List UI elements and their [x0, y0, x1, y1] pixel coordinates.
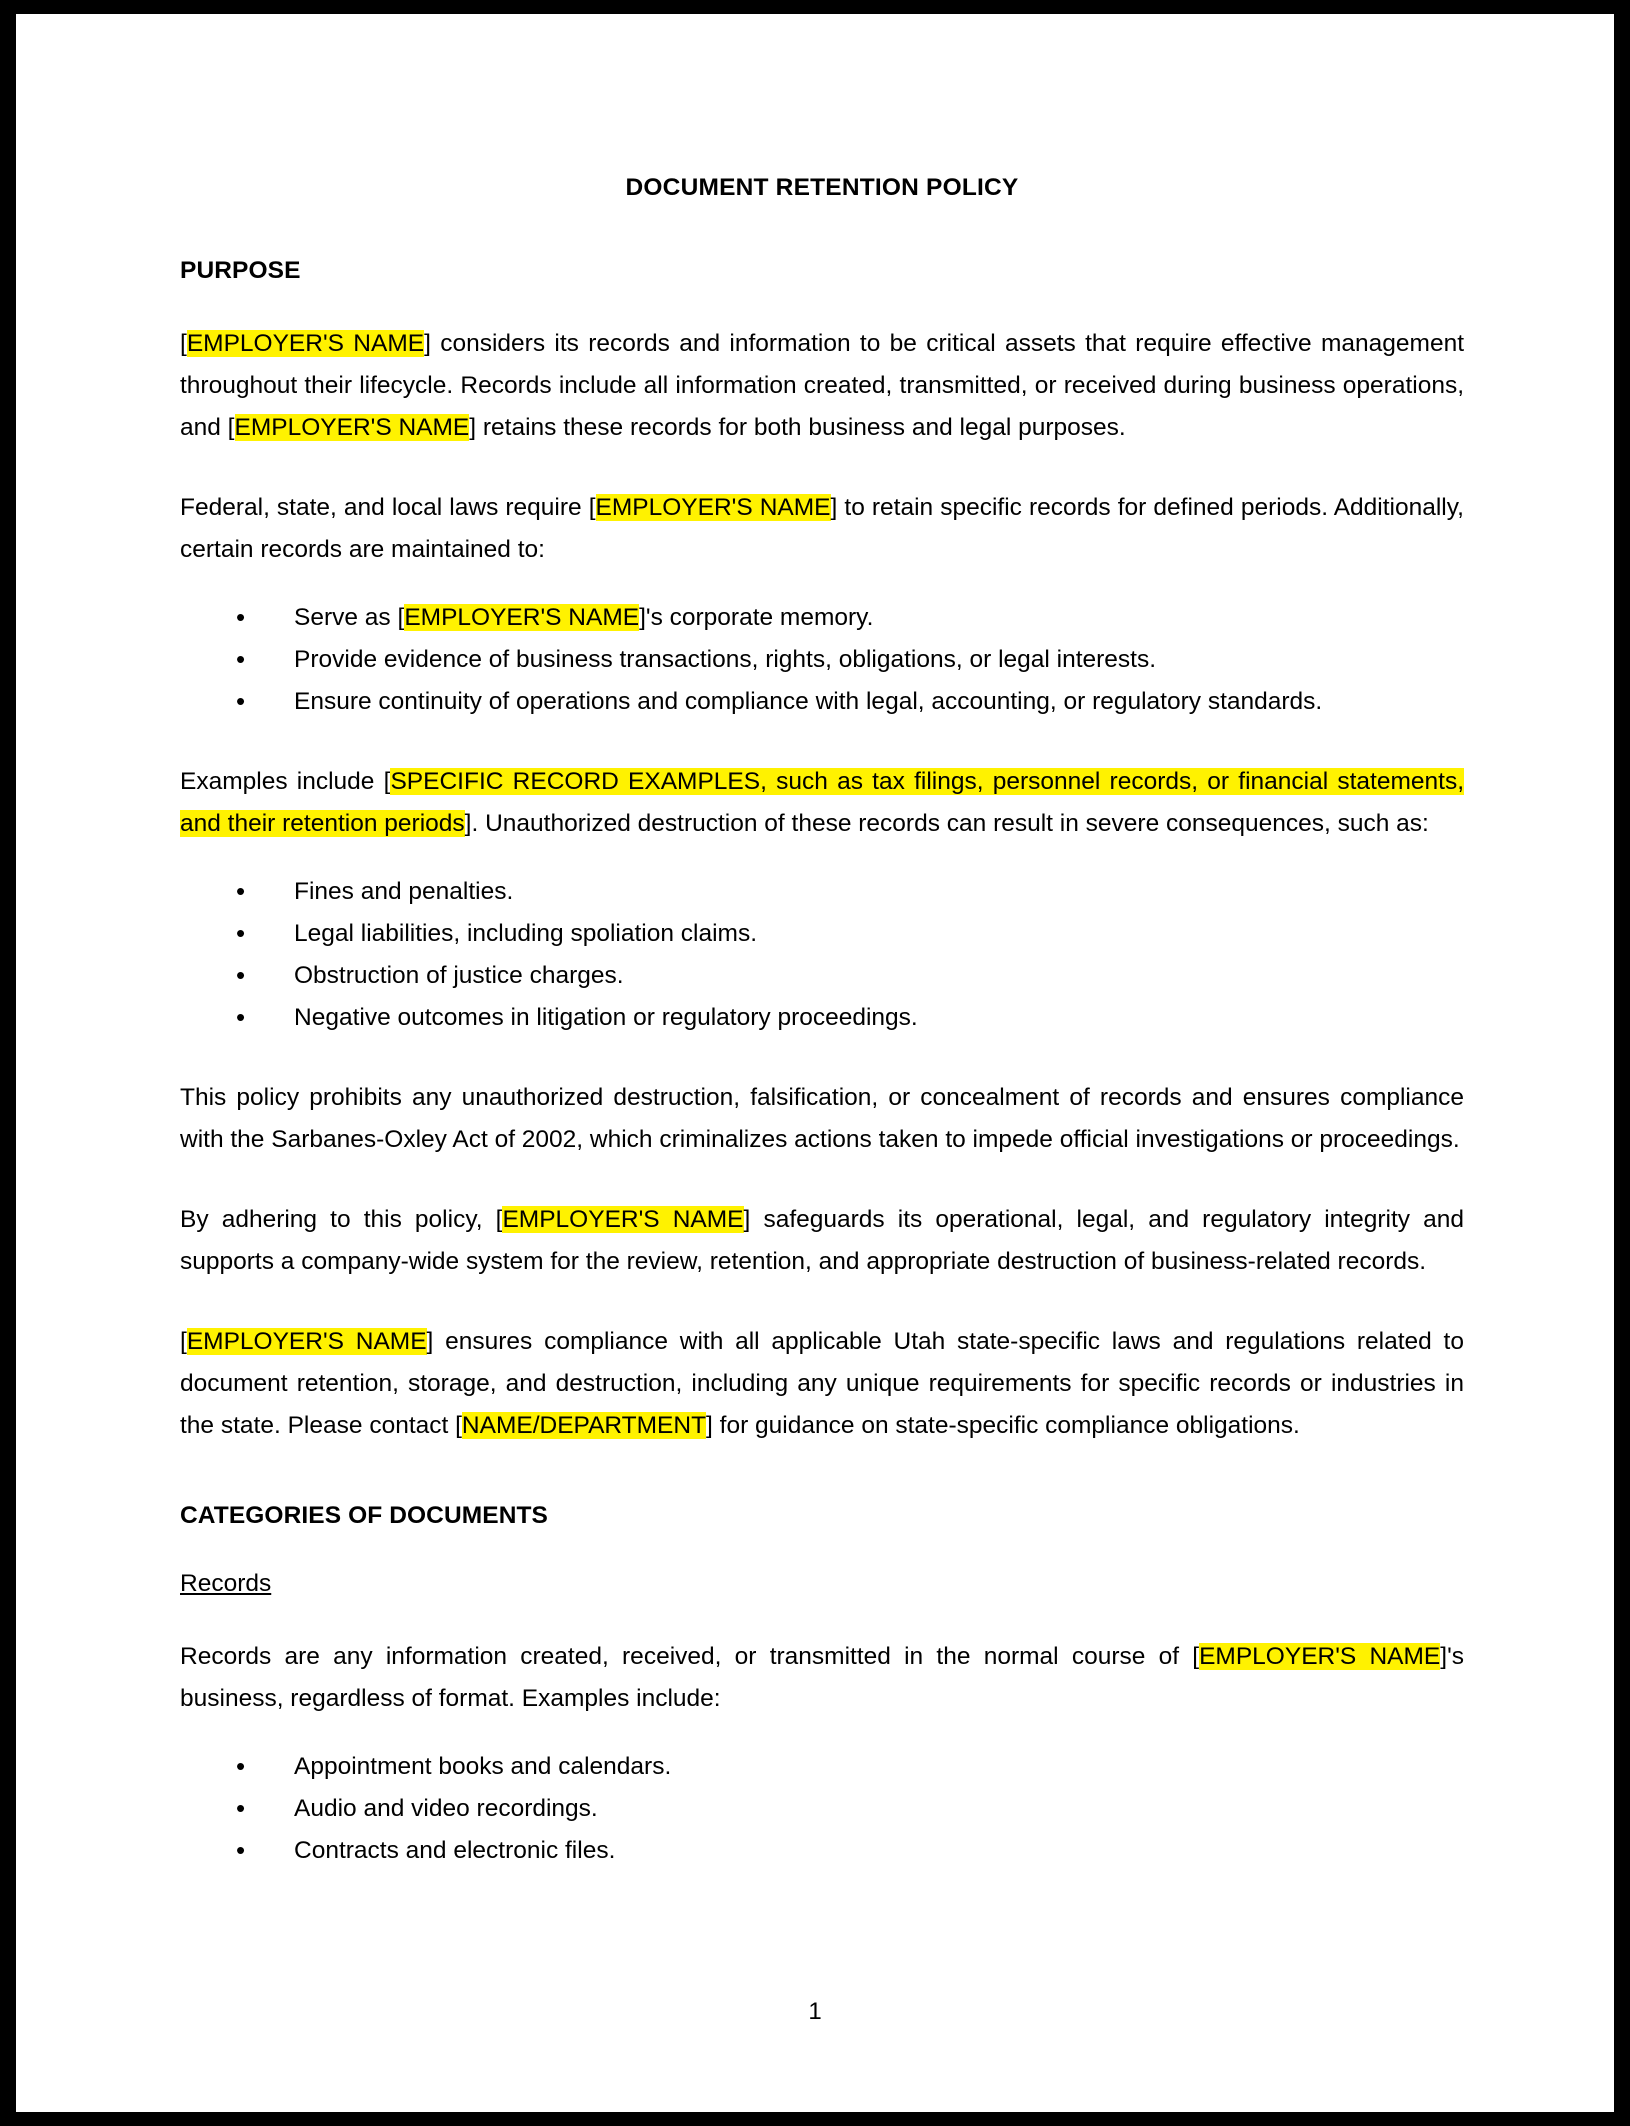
page-number: 1: [808, 1998, 822, 2025]
list-item: • Contracts and electronic files.: [236, 1830, 1464, 1872]
categories-paragraph-1: [180, 1636, 1464, 1720]
purpose-paragraph-2-text-a: Federal, state, and local laws require [: [180, 494, 596, 521]
purpose-paragraph-1: [180, 323, 1464, 449]
purpose-paragraph-3-text-b: ]. Unauthorized destruction of these records can result in severe consequences, such as:: [464, 810, 1429, 837]
categories-list-records-examples: [180, 1746, 1464, 1872]
placeholder-employers-name: EMPLOYER'S NAME: [186, 330, 425, 357]
categories-paragraph-1-text-b: ]'s business, regardless of format. Examples include:: [180, 1643, 1464, 1712]
list-item: • Appointment books and calendars.: [236, 1746, 1464, 1788]
subheading-records: Records: [180, 1570, 272, 1597]
page-title: DOCUMENT RETENTION POLICY: [625, 174, 1019, 201]
list-item: • Audio and video recordings.: [236, 1788, 1464, 1830]
placeholder-employers-name: EMPLOYER'S NAME: [234, 414, 470, 441]
purpose-paragraph-2-text-b: ] to retain specific records for defined periods. Additionally, certain records are maintained to:: [180, 494, 1464, 563]
list-item: • Legal liabilities, including spoliation claims.: [236, 913, 1464, 955]
placeholder-employers-name: EMPLOYER'S NAME: [404, 604, 640, 631]
bracket-open: [: [180, 330, 187, 357]
purpose-paragraph-3: [180, 761, 1464, 845]
purpose-paragraph-1-text-b: ] retains these records for both business and legal purposes.: [469, 414, 1126, 441]
list-item-text-b: ]'s corporate memory.: [639, 604, 874, 631]
purpose-paragraph-1-text-a: ] considers its records and information to be critical assets that require effective management throughout their lifecycle. Records include all information created, transmitted, or received during business operations, and [: [180, 330, 1465, 441]
categories-paragraph-1-text-a: Records are any information created, received, or transmitted in the normal course of [: [180, 1643, 1200, 1670]
placeholder-specific-record-examples: SPECIFIC RECORD EXAMPLES, such as tax filings, personnel records, or financial statements, and their retention periods: [180, 768, 1464, 837]
list-item: • Obstruction of justice charges.: [236, 955, 1464, 997]
list-item: [236, 597, 1464, 639]
document-page: [16, 14, 1614, 2112]
purpose-paragraph-5: [180, 1199, 1464, 1283]
list-item: • Fines and penalties.: [236, 871, 1464, 913]
placeholder-employers-name: EMPLOYER'S NAME: [186, 1328, 427, 1355]
purpose-paragraph-5-text-b: ] safeguards its operational, legal, and regulatory integrity and supports a company-wide system for the review, retention, and appropriate destruction of business-related records.: [180, 1206, 1464, 1275]
purpose-paragraph-6: [180, 1321, 1464, 1447]
bracket-open: [: [180, 1328, 187, 1355]
section-heading-categories: CATEGORIES OF DOCUMENTS: [180, 1502, 548, 1529]
purpose-paragraph-4: This policy prohibits any unauthorized destruction, falsification, or concealment of records and ensures compliance with the Sarbanes-Oxley Act of 2002, which criminalizes actions taken to impede official investigations or proceedings.: [180, 1084, 1464, 1153]
list-item: • Negative outcomes in litigation or regulatory proceedings.: [236, 997, 1464, 1039]
placeholder-employers-name: EMPLOYER'S NAME: [595, 494, 831, 521]
purpose-paragraph-2: [180, 487, 1464, 571]
purpose-paragraph-6-text-b: ] for guidance on state-specific compliance obligations.: [706, 1412, 1300, 1439]
placeholder-name-department: NAME/DEPARTMENT: [461, 1412, 707, 1439]
list-item-text-a: Serve as [: [294, 604, 405, 631]
purpose-list-consequences: [180, 871, 1464, 1039]
list-item: • Ensure continuity of operations and compliance with legal, accounting, or regulatory standards.: [236, 681, 1464, 723]
placeholder-employers-name: EMPLOYER'S NAME: [502, 1206, 744, 1233]
purpose-paragraph-3-text-a: Examples include [: [180, 768, 391, 795]
purpose-list-maintained-to: [180, 597, 1464, 723]
purpose-paragraph-5-text-a: By adhering to this policy, [: [180, 1206, 503, 1233]
subheading-records-wrap: [180, 1530, 1464, 1598]
purpose-paragraph-6-text-a: ] ensures compliance with all applicable Utah state-specific laws and regulations related to document retention, storage, and destruction, including any unique requirements for specific records or industries in the state. Please contact [: [180, 1328, 1464, 1439]
section-heading-purpose: PURPOSE: [180, 257, 301, 284]
list-item: • Provide evidence of business transactions, rights, obligations, or legal interests.: [236, 639, 1464, 681]
placeholder-employers-name: EMPLOYER'S NAME: [1199, 1643, 1441, 1670]
